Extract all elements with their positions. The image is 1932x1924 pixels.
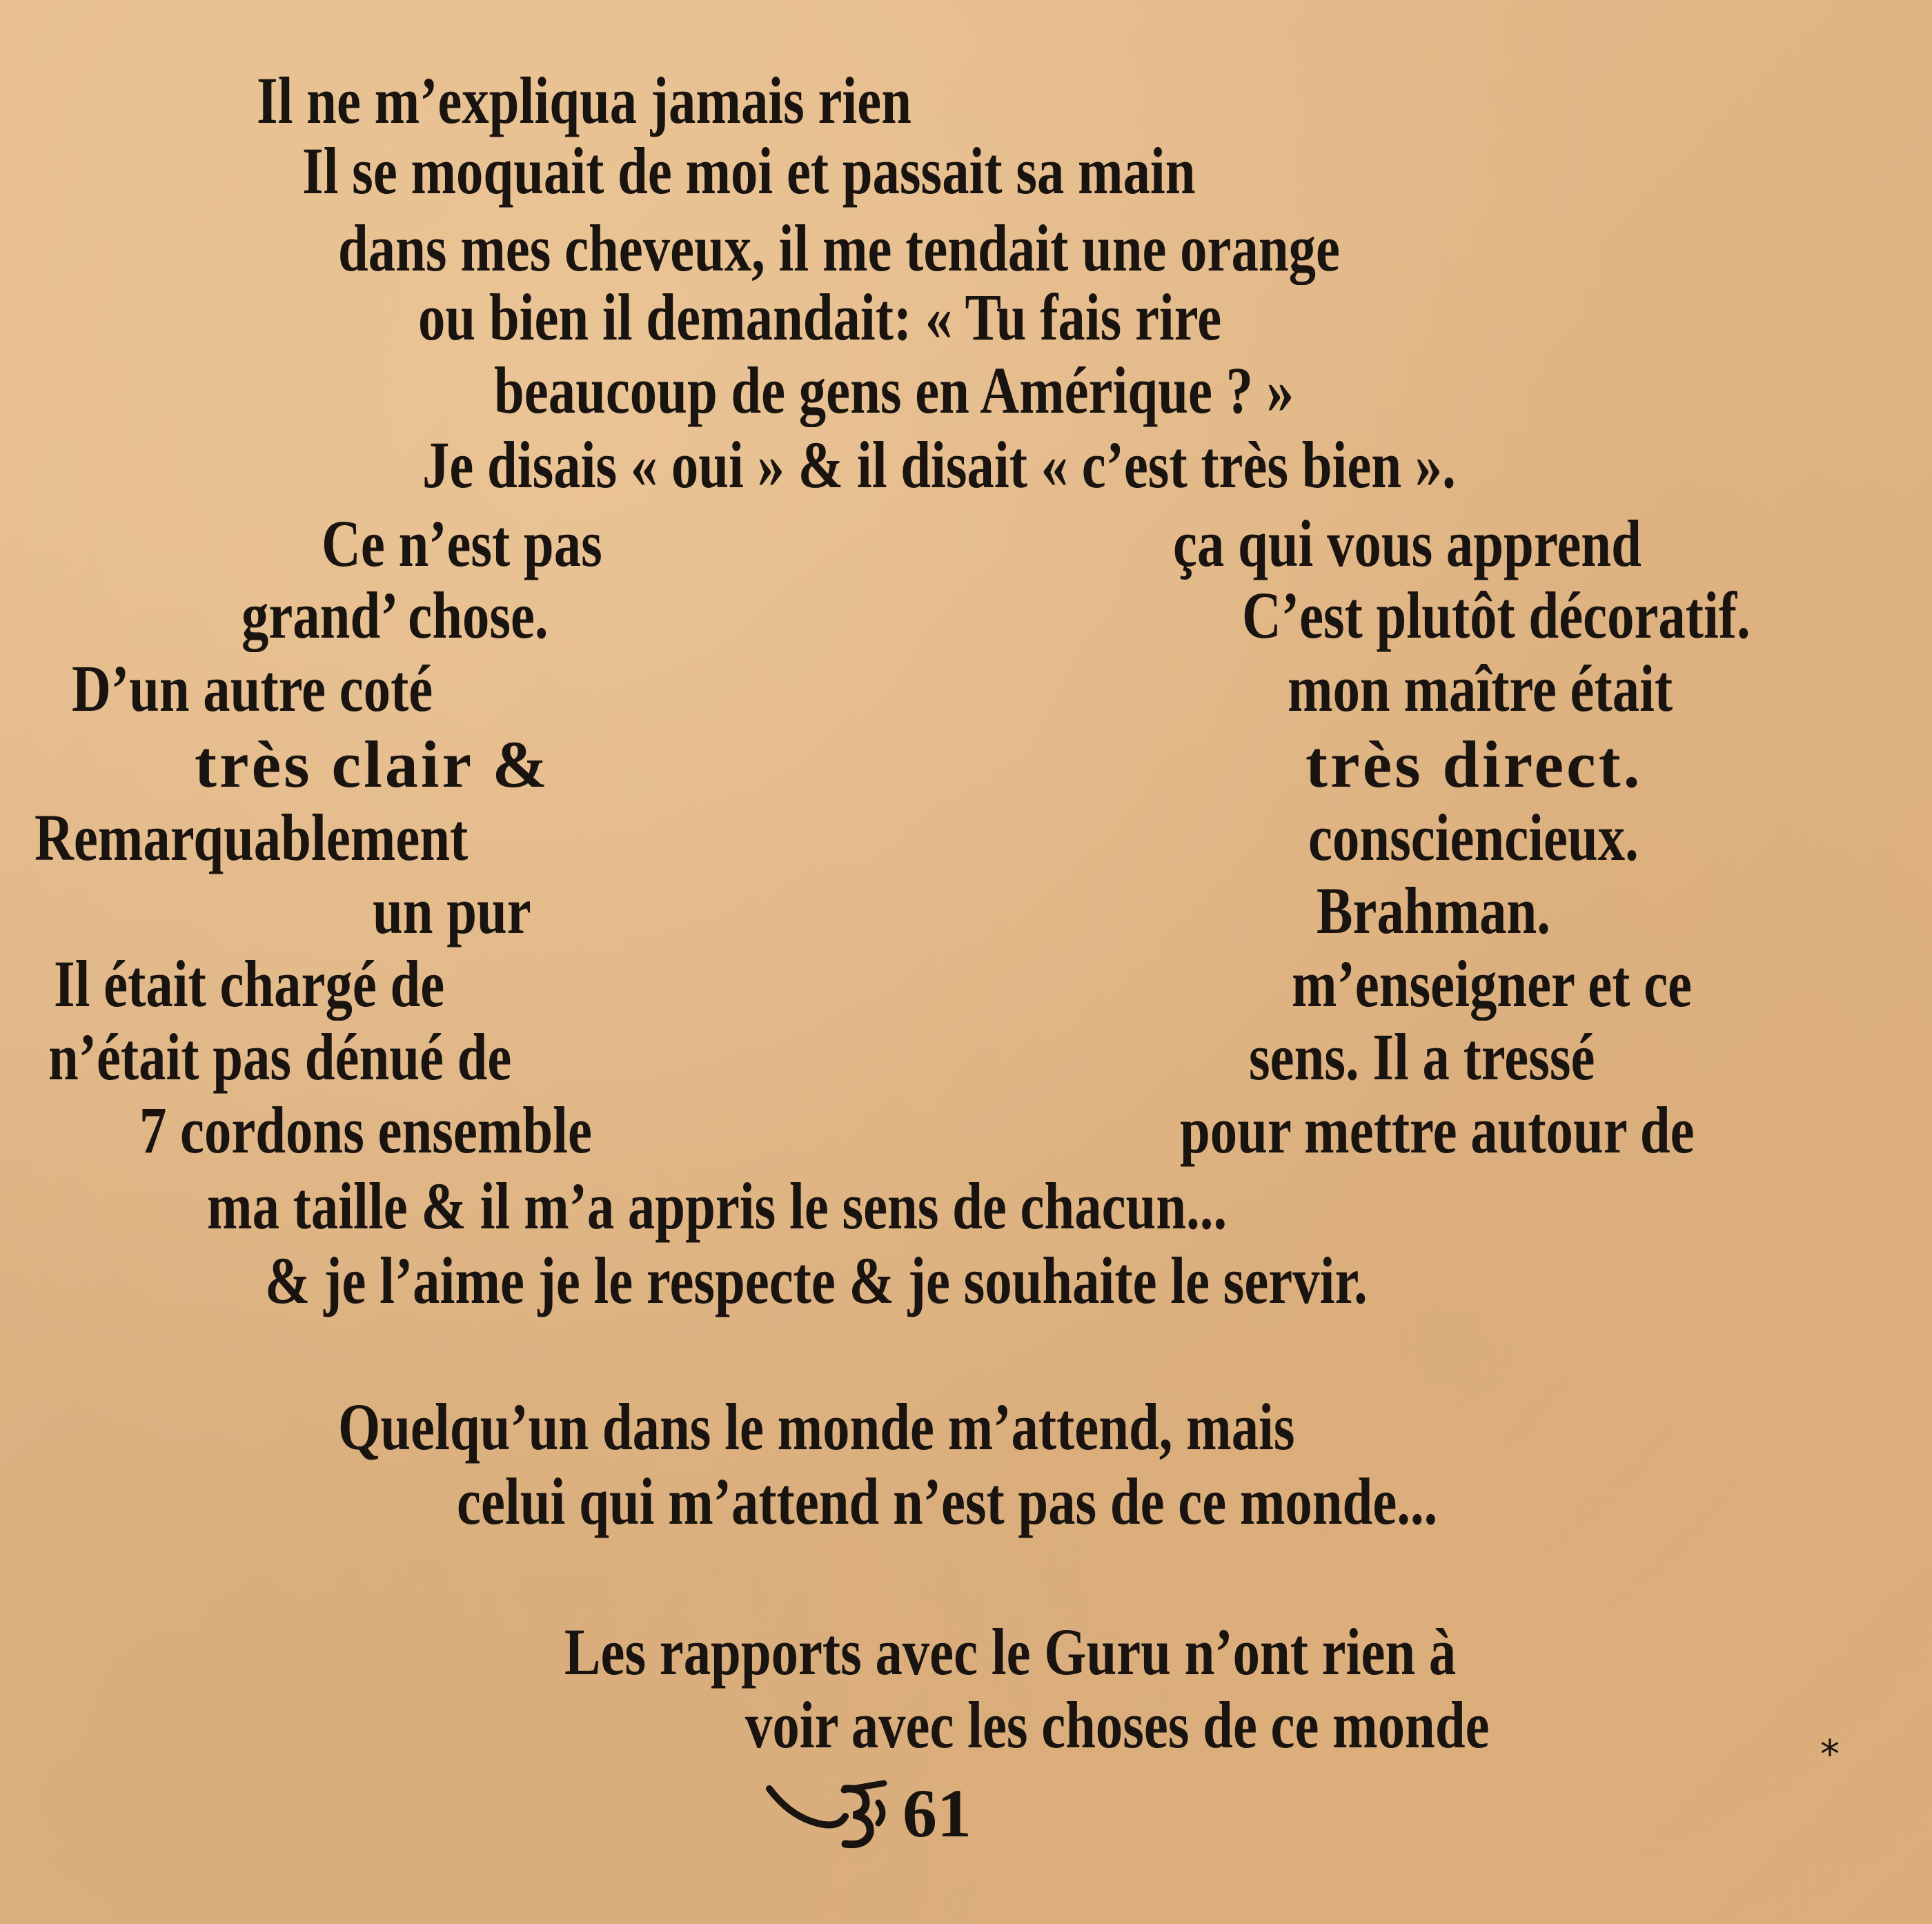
poem-line-8-left: grand’ chose. — [241, 578, 549, 652]
asterisk-mark: * — [1820, 1732, 1840, 1777]
poem-line-2: Il se moquait de moi et passait sa main — [302, 134, 1196, 208]
poem-line-7-right: ça qui vous apprend — [1173, 507, 1642, 580]
poem-line-9-right: mon maître était — [1288, 651, 1673, 725]
poem-line-10-right: très direct. — [1305, 727, 1643, 801]
poem-line-12-left: un pur — [373, 874, 531, 948]
poem-line-9-left: D’un autre coté — [72, 651, 433, 725]
poem-line-4: ou bien il demandait: « Tu fais rire — [418, 280, 1222, 354]
poem-line-11-right: consciencieux. — [1308, 801, 1639, 874]
poem-line-14-right: sens. Il a tressé — [1249, 1020, 1595, 1094]
poem-line-12-right: Brahman. — [1317, 874, 1550, 948]
poem-line-17: & je l’aime je le respecte & je souhaite le servir. — [265, 1244, 1368, 1317]
om-symbol-icon — [762, 1775, 900, 1851]
page-number: 61 — [903, 1775, 972, 1852]
poem-line-7-left: Ce n’est pas — [322, 507, 602, 580]
poem-line-19: celui qui m’attend n’est pas de ce monde... — [457, 1464, 1438, 1538]
poem-line-10-left: très clair & — [195, 727, 551, 801]
poem-line-15-left: 7 cordons ensemble — [139, 1093, 592, 1167]
poem-line-15-right: pour mettre autour de — [1180, 1093, 1695, 1167]
poem-line-13-left: Il était chargé de — [54, 947, 445, 1021]
poem-line-16: ma taille & il m’a appris le sens de chacun... — [207, 1169, 1228, 1243]
poem-line-13-right: m’enseigner et ce — [1292, 947, 1692, 1021]
poem-line-14-left: n’était pas dénué de — [48, 1020, 512, 1094]
poem-line-18: Quelqu’un dans le monde m’attend, mais — [338, 1390, 1295, 1464]
poem-line-6: Je disais « oui » & il disait « c’est très bien ». — [422, 428, 1456, 502]
poem-line-8-right: C’est plutôt décoratif. — [1242, 578, 1751, 652]
poem-line-11-left: Remarquablement — [34, 801, 469, 874]
poem-line-20: Les rapports avec le Guru n’ont rien à — [564, 1615, 1457, 1689]
poem-line-3: dans mes cheveux, il me tendait une orange — [338, 211, 1340, 285]
poem-line-21: voir avec les choses de ce monde — [745, 1688, 1490, 1762]
poem-line-5: beaucoup de gens en Amérique ? » — [494, 353, 1294, 427]
poem-line-1: Il ne m’expliqua jamais rien — [257, 63, 912, 137]
